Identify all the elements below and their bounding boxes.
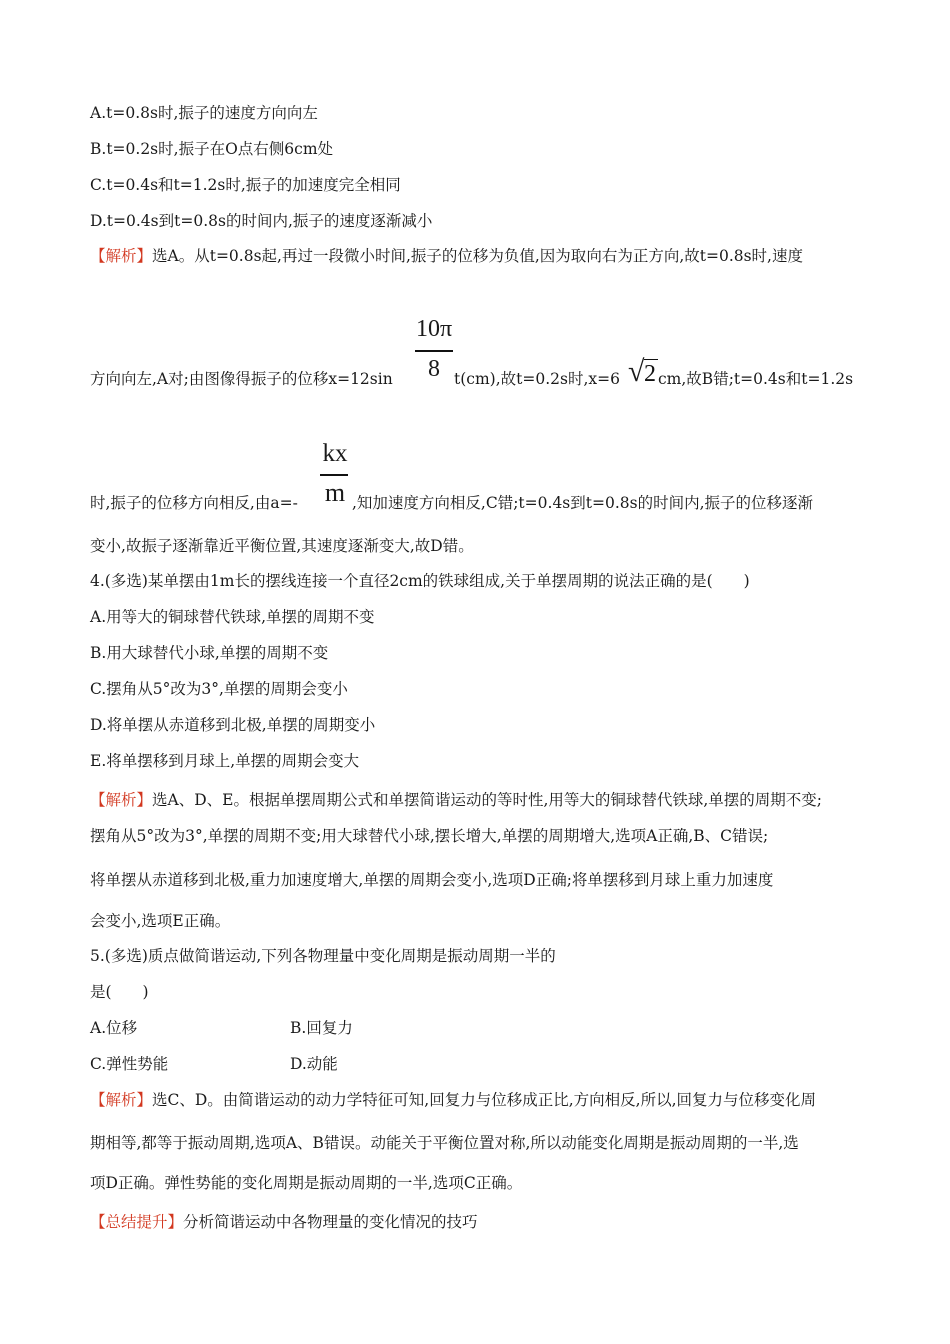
analysis-tag: 【解析】	[90, 247, 153, 265]
q5-stem-continued: 是( )	[90, 983, 149, 1001]
q4-analysis-line2: 摆角从5°改为3°,单摆的周期不变;用大球替代小球,摆长增大,单摆的周期增大,选项A正确,B、C错误;	[90, 827, 769, 845]
q3-analysis-line2b: t(cm),故t=0.2s时,x=6	[454, 370, 620, 388]
q4-option-a: A.用等大的铜球替代铁球,单摆的周期不变	[90, 608, 375, 626]
q5-option-a: A.位移	[90, 1019, 138, 1037]
q4-analysis-line3: 将单摆从赤道移到北极,重力加速度增大,单摆的周期会变小,选项D正确;将单摆移到月球上重力加速度	[90, 871, 774, 889]
q5-analysis-line3: 项D正确。弹性势能的变化周期是振动周期的一半,选项C正确。	[90, 1174, 523, 1192]
q4-option-d: D.将单摆从赤道移到北极,单摆的周期变小	[90, 716, 376, 734]
q4-stem: 4.(多选)某单摆由1m长的摆线连接一个直径2cm的铁球组成,关于单摆周期的说法正确的是( )	[90, 572, 750, 590]
q3-option-b: B.t=0.2s时,振子在O点右侧6cm处	[90, 140, 334, 158]
q3-analysis-line3a: 时,振子的位移方向相反,由a=-	[90, 494, 298, 512]
sqrt-vinculum	[644, 359, 658, 360]
q5-option-c: C.弹性势能	[90, 1055, 169, 1073]
sqrt-icon: √	[628, 355, 645, 388]
q3-analysis-line2a: 方向向左,A对;由图像得振子的位移x=12sin	[90, 370, 393, 388]
sqrt-radicand: 2	[644, 361, 656, 387]
q4-option-b: B.用大球替代小球,单摆的周期不变	[90, 644, 329, 662]
fraction-1-bar	[415, 350, 453, 352]
q5-stem: 5.(多选)质点做简谐运动,下列各物理量中变化周期是振动周期一半的	[90, 947, 556, 965]
q5-option-d: D.动能	[290, 1055, 338, 1073]
fraction-1-denominator: 8	[428, 356, 440, 382]
fraction-2-bar	[320, 474, 348, 476]
q3-option-c: C.t=0.4s和t=1.2s时,振子的加速度完全相同	[90, 176, 401, 194]
summary-text: 分析简谐运动中各物理量的变化情况的技巧	[183, 1213, 478, 1231]
q4-analysis-text1: 选A、D、E。根据单摆周期公式和单摆简谐运动的等时性,用等大的铜球替代铁球,单摆的周期不变;	[152, 791, 823, 809]
q4-analysis-line4: 会变小,选项E正确。	[90, 912, 231, 930]
q5-option-b: B.回复力	[290, 1019, 353, 1037]
q3-option-d: D.t=0.4s到t=0.8s的时间内,振子的速度逐渐减小	[90, 212, 433, 230]
q3-analysis-line2c: cm,故B错;t=0.4s和t=1.2s	[658, 370, 854, 388]
q5-analysis-text1: 选C、D。由简谐运动的动力学特征可知,回复力与位移成正比,方向相反,所以,回复力与位移变化周	[152, 1091, 817, 1109]
q3-analysis-text1: 选A。从t=0.8s起,再过一段微小时间,振子的位移为负值,因为取向右为正方向,故t=0.8s时,速度	[152, 247, 803, 265]
fraction-2-numerator: kx	[322, 440, 348, 467]
q4-option-e: E.将单摆移到月球上,单摆的周期会变大	[90, 752, 360, 770]
q5-analysis-line1	[90, 1090, 816, 1110]
analysis-tag: 【解析】	[90, 791, 153, 809]
analysis-tag: 【解析】	[90, 1091, 153, 1109]
q3-analysis-line1	[90, 246, 803, 266]
q4-analysis-line1	[90, 790, 822, 810]
q3-analysis-line4: 变小,故振子逐渐靠近平衡位置,其速度逐渐变大,故D错。	[90, 537, 474, 555]
summary-line	[90, 1212, 478, 1232]
summary-tag: 【总结提升】	[90, 1213, 184, 1231]
fraction-2-denominator: m	[324, 478, 346, 507]
q4-option-c: C.摆角从5°改为3°,单摆的周期会变小	[90, 680, 348, 698]
q5-analysis-line2: 期相等,都等于振动周期,选项A、B错误。动能关于平衡位置对称,所以动能变化周期是振动周期的一半,选	[90, 1134, 799, 1152]
q3-analysis-line3b: ,知加速度方向相反,C错;t=0.4s到t=0.8s的时间内,振子的位移逐渐	[352, 494, 814, 512]
fraction-1-numerator: 10π	[415, 316, 453, 342]
q3-option-a: A.t=0.8s时,振子的速度方向向左	[90, 104, 318, 122]
